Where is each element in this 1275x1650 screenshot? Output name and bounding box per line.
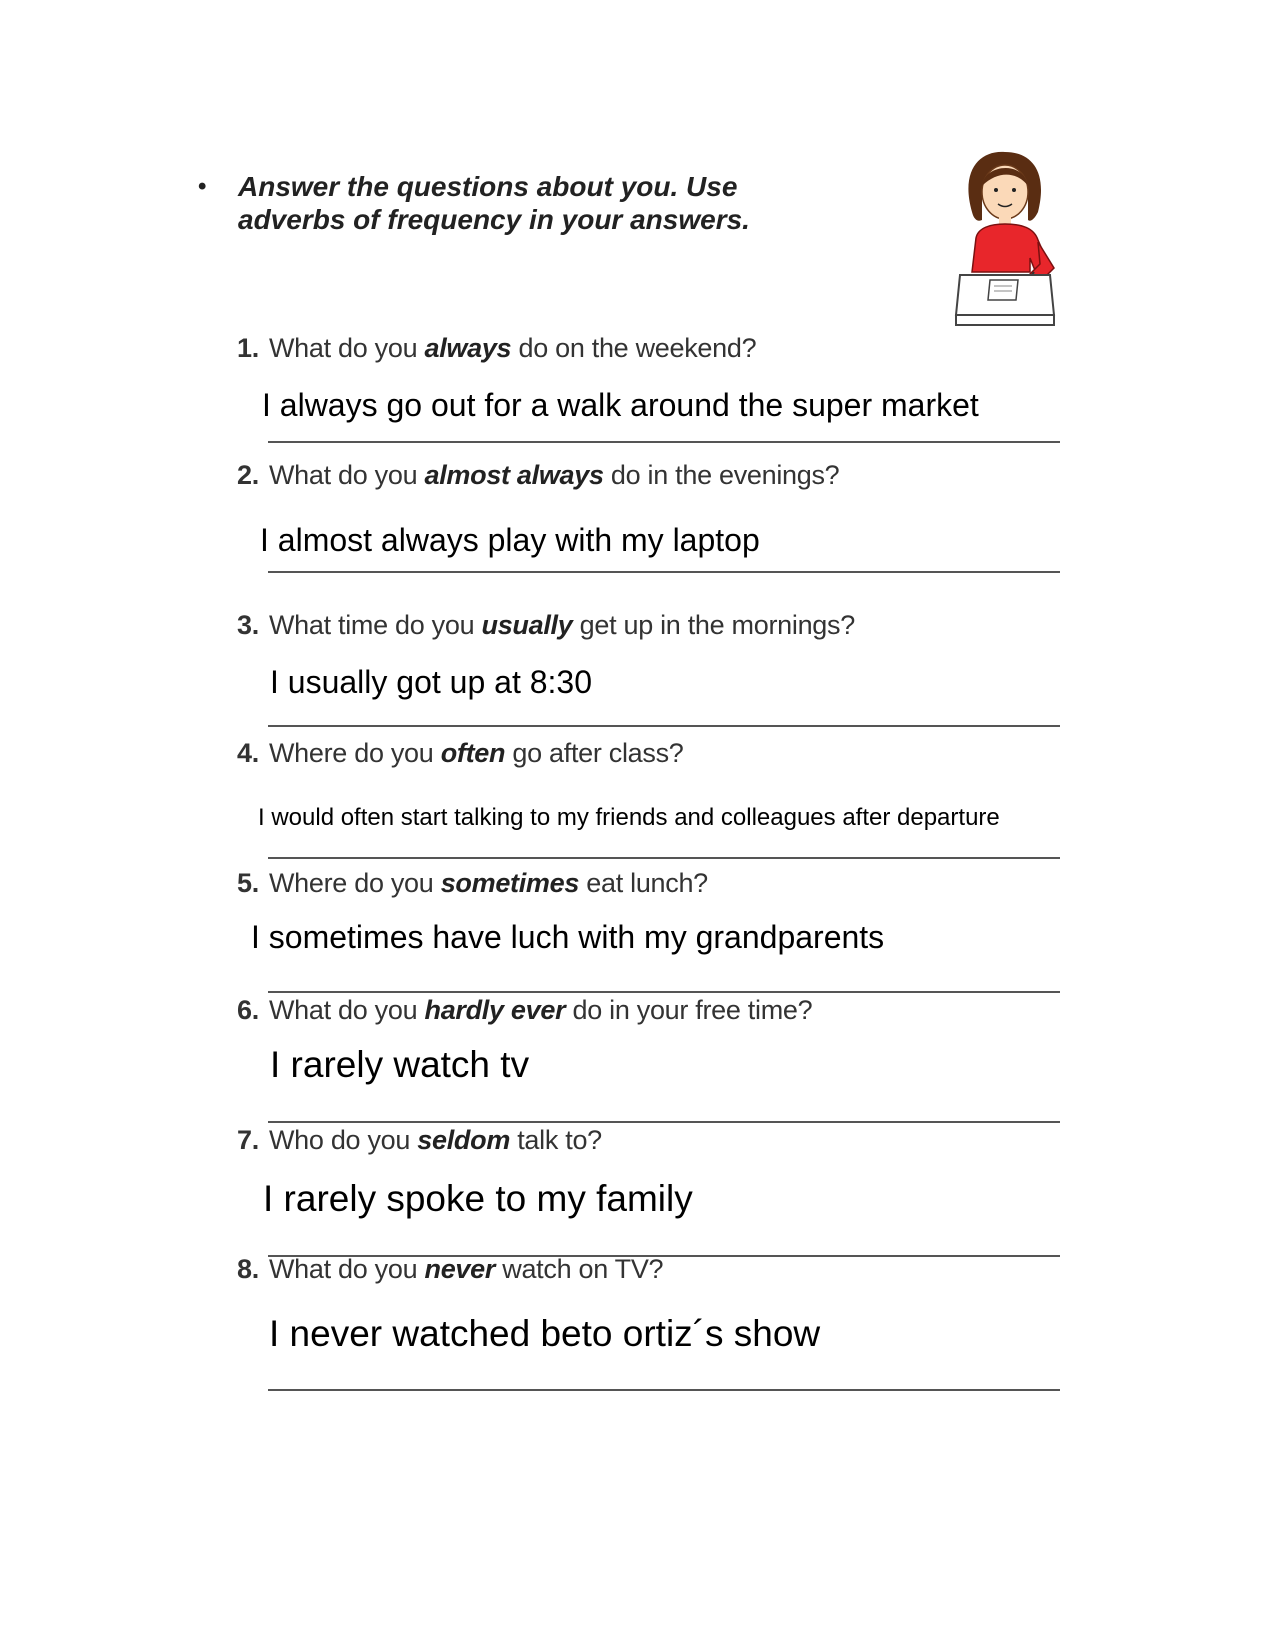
question-text: What do you: [269, 333, 425, 363]
answer-line-6: [268, 1121, 1060, 1123]
question-number: 3.: [237, 610, 259, 640]
answer-line-3: [268, 725, 1060, 727]
answer-line-2: [268, 571, 1060, 573]
answer-5[interactable]: I sometimes have luch with my grandparents: [251, 919, 885, 955]
answer-1[interactable]: I always go out for a walk around the super market: [262, 387, 979, 423]
question-1: [237, 333, 756, 364]
question-text: What do you: [269, 1254, 425, 1284]
question-3: [237, 610, 855, 641]
question-text: go after class?: [505, 738, 684, 768]
question-text: What do you: [269, 995, 425, 1025]
answer-6[interactable]: I rarely watch tv: [270, 1044, 530, 1085]
question-text: do on the weekend?: [511, 333, 757, 363]
answer-line-4: [268, 857, 1060, 859]
woman-writing-at-desk-icon: [950, 150, 1060, 335]
answer-line-5: [268, 991, 1060, 993]
question-adverb: never: [424, 1254, 496, 1284]
answer-4[interactable]: I would often start talking to my friends and colleagues after departure: [258, 804, 1000, 831]
question-adverb: seldom: [417, 1125, 511, 1155]
answer-3[interactable]: I usually got up at 8:30: [270, 664, 592, 700]
question-text: Where do you: [269, 738, 441, 768]
bullet: •: [198, 173, 207, 200]
question-text: What do you: [269, 460, 425, 490]
question-8: [237, 1254, 663, 1285]
instruction-text: Answer the questions about you. Use adverbs of frequency in your answers.: [238, 171, 750, 235]
question-7: [237, 1125, 602, 1156]
question-text: What time do you: [269, 610, 482, 640]
instruction: [198, 170, 838, 236]
answer-line-8: [268, 1389, 1060, 1391]
question-number: 8.: [237, 1254, 259, 1284]
question-text: do in the evenings?: [603, 460, 840, 490]
question-adverb: sometimes: [440, 868, 580, 898]
answer-line-1: [268, 441, 1060, 443]
question-adverb: hardly ever: [424, 995, 566, 1025]
question-number: 7.: [237, 1125, 259, 1155]
question-number: 2.: [237, 460, 259, 490]
question-adverb: always: [424, 333, 512, 363]
question-adverb: often: [440, 738, 506, 768]
question-text: Where do you: [269, 868, 441, 898]
question-text: watch on TV?: [495, 1254, 664, 1284]
answer-2[interactable]: I almost always play with my laptop: [260, 522, 760, 558]
question-text: eat lunch?: [579, 868, 708, 898]
question-text: Who do you: [269, 1125, 418, 1155]
question-number: 6.: [237, 995, 259, 1025]
question-adverb: almost always: [424, 460, 604, 490]
question-adverb: usually: [481, 610, 573, 640]
question-text: get up in the mornings?: [572, 610, 855, 640]
question-number: 4.: [237, 738, 259, 768]
question-number: 5.: [237, 868, 259, 898]
question-text: talk to?: [510, 1125, 602, 1155]
question-text: do in your free time?: [565, 995, 813, 1025]
question-5: [237, 868, 708, 899]
question-number: 1.: [237, 333, 259, 363]
question-2: [237, 460, 839, 491]
question-6: [237, 995, 812, 1026]
answer-7[interactable]: I rarely spoke to my family: [263, 1178, 693, 1219]
answer-8[interactable]: I never watched beto ortiz´s show: [269, 1313, 821, 1354]
question-4: [237, 738, 683, 769]
